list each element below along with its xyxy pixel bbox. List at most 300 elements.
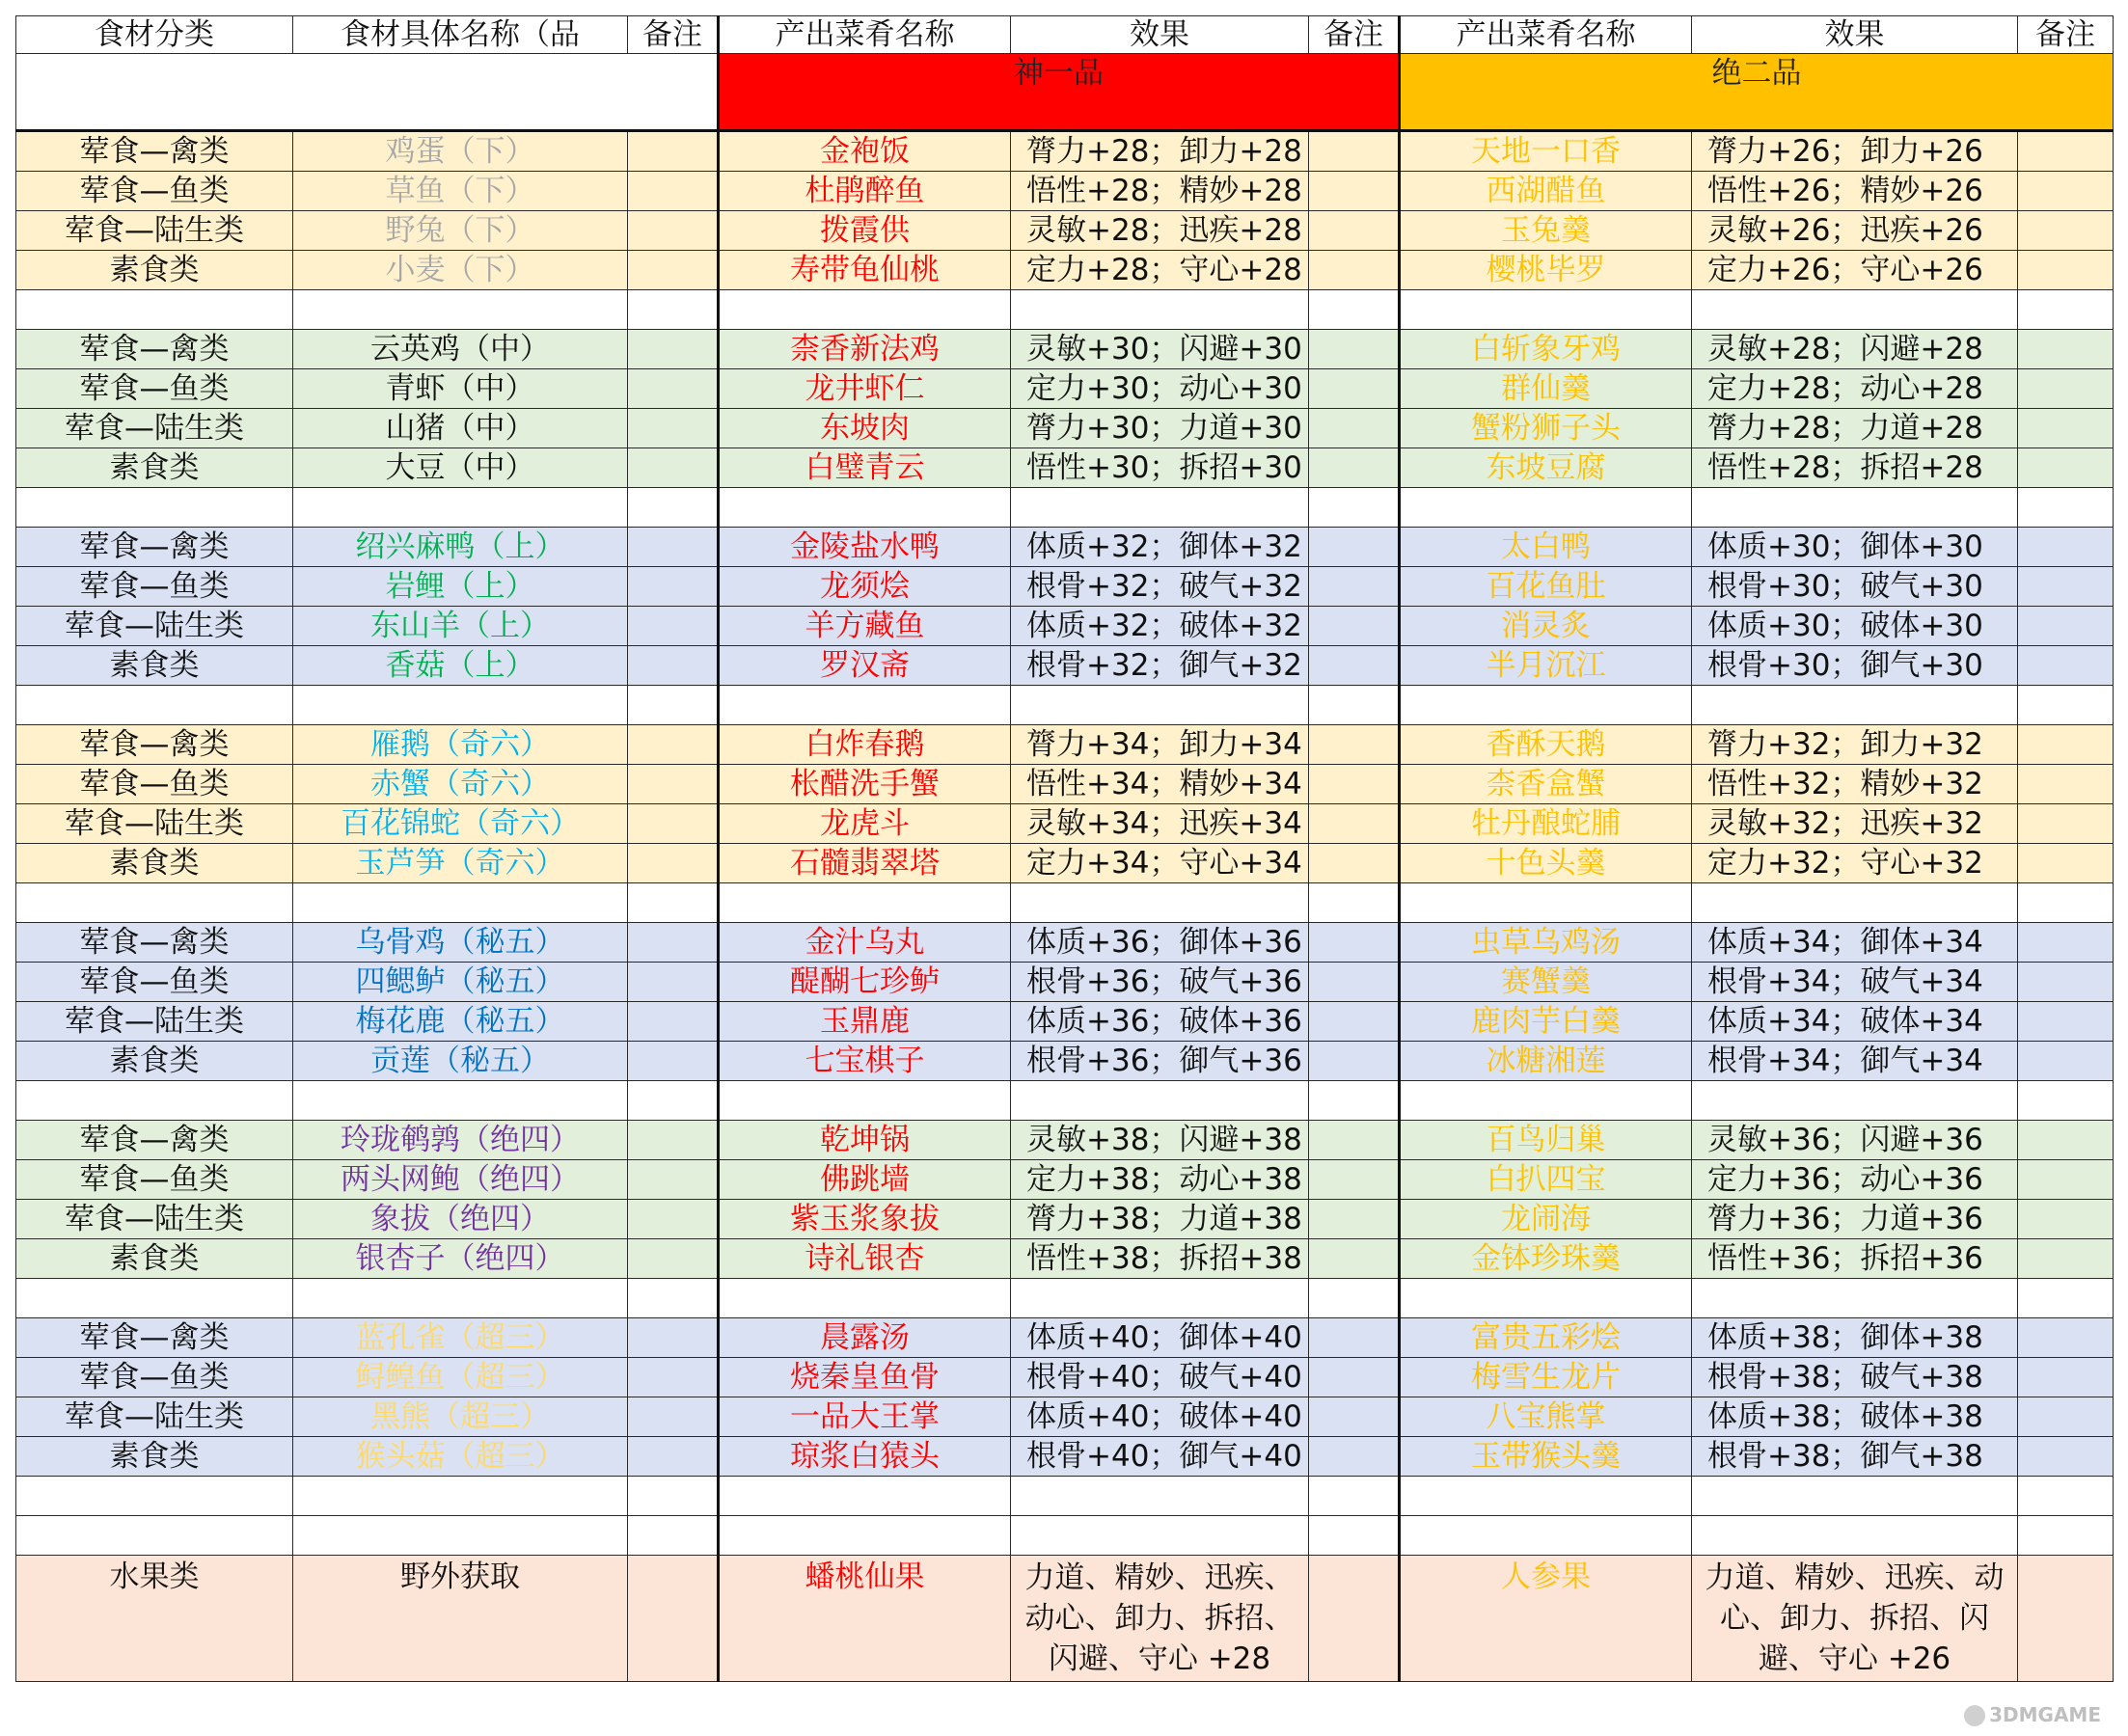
spacer-cell [293, 1477, 628, 1516]
effect-a-cell: 灵敏+34；迅疾+34 [1011, 804, 1309, 844]
effect-b-cell: 膂力+28；力道+28 [1692, 409, 2018, 448]
effect-a-cell: 根骨+32；御气+32 [1011, 646, 1309, 686]
fruit-row [16, 1556, 2114, 1682]
note-cell [628, 251, 719, 290]
ingredient-cell: 草鱼（下） [293, 172, 628, 211]
effect-b-cell: 膂力+36；力道+36 [1692, 1200, 2018, 1239]
note-b-cell [2018, 131, 2114, 172]
dish-a-cell: 佛跳墙 [719, 1160, 1011, 1200]
note-a-cell [1309, 1358, 1400, 1397]
table-row [16, 765, 2114, 804]
note-cell [628, 725, 719, 765]
category-cell: 荤食—陆生类 [16, 409, 293, 448]
note-a-cell [1309, 251, 1400, 290]
effect-a-cell: 体质+36；破体+36 [1011, 1002, 1309, 1042]
effect-b-cell: 体质+34；破体+34 [1692, 1002, 2018, 1042]
ingredient-cell: 东山羊（上） [293, 607, 628, 646]
dish-a-cell: 金陵盐水鸭 [719, 528, 1011, 567]
dish-a-cell: 龙须烩 [719, 567, 1011, 607]
note-cell [628, 330, 719, 369]
dish-b-cell: 樱桃毕罗 [1400, 251, 1692, 290]
spacer-cell [293, 1279, 628, 1318]
note-a-cell [1309, 1121, 1400, 1160]
table-body [16, 16, 2114, 1682]
dish-a-cell: 东坡肉 [719, 409, 1011, 448]
note-cell [628, 1200, 719, 1239]
effect-b-cell: 定力+32；守心+32 [1692, 844, 2018, 883]
category-cell: 素食类 [16, 1042, 293, 1081]
spacer-cell [1692, 1081, 2018, 1121]
spacer-cell [1400, 1516, 1692, 1556]
effect-b-cell: 灵敏+28；闪避+28 [1692, 330, 2018, 369]
spacer-cell [1400, 1081, 1692, 1121]
spacer-cell [2018, 1081, 2114, 1121]
note-a-cell [1309, 330, 1400, 369]
spacer-cell [628, 1081, 719, 1121]
spacer-cell [719, 1516, 1011, 1556]
note-a-cell [1309, 1200, 1400, 1239]
effect-b-cell: 悟性+36；拆招+36 [1692, 1239, 2018, 1279]
note-cell [628, 1318, 719, 1358]
header-effect-a: 效果 [1011, 16, 1309, 54]
table-row [16, 567, 2114, 607]
table-row [16, 251, 2114, 290]
effect-b-cell: 体质+38；御体+38 [1692, 1318, 2018, 1358]
spacer-cell [1692, 883, 2018, 923]
spacer-cell [1309, 1477, 1400, 1516]
dish-b-cell: 香酥天鹅 [1400, 725, 1692, 765]
note-a-cell [1309, 211, 1400, 251]
effect-b-cell: 定力+26；守心+26 [1692, 251, 2018, 290]
category-cell: 荤食—鱼类 [16, 567, 293, 607]
note-a-cell [1309, 923, 1400, 963]
effect-a-cell: 膂力+28；卸力+28 [1011, 131, 1309, 172]
category-cell: 荤食—鱼类 [16, 172, 293, 211]
note-cell [628, 607, 719, 646]
tier-right-label: 绝二品 [1400, 54, 2114, 131]
category-cell: 荤食—陆生类 [16, 1397, 293, 1437]
spacer-cell [1309, 1516, 1400, 1556]
dish-b-cell: 八宝熊掌 [1400, 1397, 1692, 1437]
spacer-cell [16, 1516, 293, 1556]
note-b-cell [2018, 725, 2114, 765]
dish-b-cell: 梅雪生龙片 [1400, 1358, 1692, 1397]
ingredient-cell: 银杏子（绝四） [293, 1239, 628, 1279]
spacer-row [16, 290, 2114, 330]
effect-b-cell: 体质+34；御体+34 [1692, 923, 2018, 963]
dish-a-cell: 七宝棋子 [719, 1042, 1011, 1081]
effect-b-cell: 根骨+34；御气+34 [1692, 1042, 2018, 1081]
dish-a-cell: 金袍饭 [719, 131, 1011, 172]
spacer-cell [719, 1477, 1011, 1516]
effect-b-cell: 体质+30；御体+30 [1692, 528, 2018, 567]
spacer-cell [16, 686, 293, 725]
note-a-cell [1309, 1397, 1400, 1437]
spacer-cell [1309, 488, 1400, 528]
fruit-note-b-cell [2018, 1556, 2114, 1682]
category-cell: 荤食—鱼类 [16, 765, 293, 804]
note-b-cell [2018, 804, 2114, 844]
table-row [16, 1397, 2114, 1437]
effect-a-cell: 灵敏+30；闪避+30 [1011, 330, 1309, 369]
effect-a-cell: 体质+40；御体+40 [1011, 1318, 1309, 1358]
spacer-cell [1011, 1516, 1309, 1556]
effect-a-cell: 定力+28；守心+28 [1011, 251, 1309, 290]
dish-a-cell: 琼浆白猿头 [719, 1437, 1011, 1477]
table-row [16, 804, 2114, 844]
spacer-cell [16, 488, 293, 528]
effect-a-cell: 定力+34；守心+34 [1011, 844, 1309, 883]
note-a-cell [1309, 844, 1400, 883]
header-ingredient: 食材具体名称（品 [293, 16, 628, 54]
dish-b-cell: 金钵珍珠羹 [1400, 1239, 1692, 1279]
fruit-dish-a-cell: 蟠桃仙果 [719, 1556, 1011, 1682]
dish-a-cell: 柰香新法鸡 [719, 330, 1011, 369]
dish-b-cell: 半月沉江 [1400, 646, 1692, 686]
category-cell: 素食类 [16, 1239, 293, 1279]
table-row [16, 1002, 2114, 1042]
category-cell: 素食类 [16, 646, 293, 686]
category-cell: 荤食—陆生类 [16, 211, 293, 251]
category-cell: 荤食—禽类 [16, 1121, 293, 1160]
note-cell [628, 923, 719, 963]
dish-a-cell: 龙井虾仁 [719, 369, 1011, 409]
spacer-cell [293, 883, 628, 923]
effect-a-cell: 根骨+32；破气+32 [1011, 567, 1309, 607]
table-row [16, 528, 2114, 567]
header-dish-b: 产出菜肴名称 [1400, 16, 1692, 54]
category-cell: 荤食—鱼类 [16, 1160, 293, 1200]
effect-a-cell: 悟性+38；拆招+38 [1011, 1239, 1309, 1279]
category-cell: 素食类 [16, 1437, 293, 1477]
dish-b-cell: 牡丹酿蛇脯 [1400, 804, 1692, 844]
effect-b-cell: 根骨+38；破气+38 [1692, 1358, 2018, 1397]
effect-b-cell: 根骨+30；破气+30 [1692, 567, 2018, 607]
spacer-cell [2018, 1477, 2114, 1516]
table-row [16, 131, 2114, 172]
effect-b-cell: 体质+38；破体+38 [1692, 1397, 2018, 1437]
ingredient-cell: 绍兴麻鸭（上） [293, 528, 628, 567]
spacer-cell [1692, 1279, 2018, 1318]
dish-b-cell: 太白鸭 [1400, 528, 1692, 567]
effect-b-cell: 悟性+28；拆招+28 [1692, 448, 2018, 488]
table-row [16, 172, 2114, 211]
spacer-cell [628, 1516, 719, 1556]
note-a-cell [1309, 1239, 1400, 1279]
effect-a-cell: 悟性+28；精妙+28 [1011, 172, 1309, 211]
effect-b-cell: 悟性+26；精妙+26 [1692, 172, 2018, 211]
header-effect-b: 效果 [1692, 16, 2018, 54]
dish-b-cell: 柰香盒蟹 [1400, 765, 1692, 804]
effect-b-cell: 根骨+38；御气+38 [1692, 1437, 2018, 1477]
note-b-cell [2018, 765, 2114, 804]
dish-b-cell: 冰糖湘莲 [1400, 1042, 1692, 1081]
ingredient-cell: 百花锦蛇（奇六） [293, 804, 628, 844]
note-cell [628, 1437, 719, 1477]
note-b-cell [2018, 330, 2114, 369]
dish-b-cell: 赛蟹羹 [1400, 963, 1692, 1002]
note-b-cell [2018, 1042, 2114, 1081]
note-a-cell [1309, 1437, 1400, 1477]
effect-b-cell: 灵敏+36；闪避+36 [1692, 1121, 2018, 1160]
ingredient-cell: 蓝孔雀（超三） [293, 1318, 628, 1358]
note-cell [628, 963, 719, 1002]
note-cell [628, 172, 719, 211]
spacer-cell [628, 1477, 719, 1516]
spacer-cell [1400, 1279, 1692, 1318]
effect-a-cell: 灵敏+28；迅疾+28 [1011, 211, 1309, 251]
spacer-cell [1400, 883, 1692, 923]
note-cell [628, 1002, 719, 1042]
note-b-cell [2018, 1121, 2114, 1160]
spacer-cell [719, 488, 1011, 528]
note-cell [628, 804, 719, 844]
dish-a-cell: 羊方藏鱼 [719, 607, 1011, 646]
category-cell: 荤食—陆生类 [16, 607, 293, 646]
dish-a-cell: 乾坤锅 [719, 1121, 1011, 1160]
spacer-row [16, 1279, 2114, 1318]
ingredient-cell: 雁鹅（奇六） [293, 725, 628, 765]
note-a-cell [1309, 567, 1400, 607]
category-cell: 荤食—鱼类 [16, 1358, 293, 1397]
note-cell [628, 528, 719, 567]
table-row [16, 330, 2114, 369]
note-cell [628, 1121, 719, 1160]
note-cell [628, 1358, 719, 1397]
spacer-row [16, 1081, 2114, 1121]
note-a-cell [1309, 369, 1400, 409]
dish-b-cell: 消灵炙 [1400, 607, 1692, 646]
spacer-cell [1692, 488, 2018, 528]
spacer-cell [2018, 488, 2114, 528]
note-a-cell [1309, 172, 1400, 211]
table-row [16, 963, 2114, 1002]
header-note: 备注 [628, 16, 719, 54]
tier-blank [16, 54, 719, 131]
note-cell [628, 131, 719, 172]
dish-b-cell: 玉带猴头羹 [1400, 1437, 1692, 1477]
dish-b-cell: 十色头羹 [1400, 844, 1692, 883]
note-a-cell [1309, 1160, 1400, 1200]
watermark-text: 3DMGAME [1989, 1702, 2101, 1726]
spacer-cell [16, 290, 293, 330]
dish-b-cell: 天地一口香 [1400, 131, 1692, 172]
category-cell: 荤食—鱼类 [16, 963, 293, 1002]
note-cell [628, 765, 719, 804]
note-a-cell [1309, 765, 1400, 804]
effect-a-cell: 根骨+36；破气+36 [1011, 963, 1309, 1002]
spacer-cell [16, 883, 293, 923]
ingredient-cell: 大豆（中） [293, 448, 628, 488]
fruit-source-cell: 野外获取 [293, 1556, 628, 1682]
note-cell [628, 1160, 719, 1200]
spacer-cell [2018, 883, 2114, 923]
header-note-a: 备注 [1309, 16, 1400, 54]
category-cell: 荤食—禽类 [16, 1318, 293, 1358]
effect-a-cell: 膂力+38；力道+38 [1011, 1200, 1309, 1239]
ingredient-cell: 贡莲（秘五） [293, 1042, 628, 1081]
table-row [16, 1358, 2114, 1397]
note-cell [628, 211, 719, 251]
fruit-note-a-cell [1309, 1556, 1400, 1682]
category-cell: 荤食—禽类 [16, 131, 293, 172]
spacer-cell [628, 883, 719, 923]
ingredient-cell: 小麦（下） [293, 251, 628, 290]
dish-a-cell: 诗礼银杏 [719, 1239, 1011, 1279]
spacer-cell [1400, 290, 1692, 330]
dish-b-cell: 玉兔羹 [1400, 211, 1692, 251]
spacer-cell [1692, 290, 2018, 330]
table-row [16, 1437, 2114, 1477]
dish-b-cell: 百花鱼肚 [1400, 567, 1692, 607]
note-b-cell [2018, 369, 2114, 409]
spacer-cell [1011, 1279, 1309, 1318]
ingredient-cell: 两头网鲍（绝四） [293, 1160, 628, 1200]
spacer-cell [1692, 1516, 2018, 1556]
spacer-cell [1400, 488, 1692, 528]
effect-a-cell: 根骨+40；御气+40 [1011, 1437, 1309, 1477]
dish-b-cell: 西湖醋鱼 [1400, 172, 1692, 211]
note-a-cell [1309, 1042, 1400, 1081]
fruit-category-cell: 水果类 [16, 1556, 293, 1682]
dish-b-cell: 白扒四宝 [1400, 1160, 1692, 1200]
table-row [16, 725, 2114, 765]
spacer-cell [719, 290, 1011, 330]
table-row [16, 448, 2114, 488]
spacer-row [16, 1516, 2114, 1556]
note-cell [628, 409, 719, 448]
note-b-cell [2018, 607, 2114, 646]
note-a-cell [1309, 725, 1400, 765]
spacer-cell [16, 1081, 293, 1121]
dish-a-cell: 烧秦皇鱼骨 [719, 1358, 1011, 1397]
spacer-cell [1309, 686, 1400, 725]
effect-a-cell: 悟性+30；拆招+30 [1011, 448, 1309, 488]
spacer-cell [1692, 686, 2018, 725]
dish-b-cell: 龙闹海 [1400, 1200, 1692, 1239]
note-a-cell [1309, 1002, 1400, 1042]
category-cell: 荤食—陆生类 [16, 1200, 293, 1239]
note-a-cell [1309, 528, 1400, 567]
note-b-cell [2018, 844, 2114, 883]
spacer-cell [1011, 686, 1309, 725]
effect-a-cell: 膂力+30；力道+30 [1011, 409, 1309, 448]
effect-a-cell: 体质+32；御体+32 [1011, 528, 1309, 567]
effect-b-cell: 根骨+34；破气+34 [1692, 963, 2018, 1002]
spacer-cell [628, 290, 719, 330]
note-b-cell [2018, 1002, 2114, 1042]
spacer-row [16, 883, 2114, 923]
category-cell: 素食类 [16, 448, 293, 488]
dish-a-cell: 紫玉浆象拔 [719, 1200, 1011, 1239]
category-cell: 荤食—陆生类 [16, 1002, 293, 1042]
fruit-dish-b-cell: 人参果 [1400, 1556, 1692, 1682]
effect-a-cell: 体质+40；破体+40 [1011, 1397, 1309, 1437]
ingredient-cell: 猴头菇（超三） [293, 1437, 628, 1477]
dish-a-cell: 金汁乌丸 [719, 923, 1011, 963]
dish-a-cell: 拨霞供 [719, 211, 1011, 251]
dish-a-cell: 龙虎斗 [719, 804, 1011, 844]
dish-a-cell: 一品大王掌 [719, 1397, 1011, 1437]
dish-b-cell: 富贵五彩烩 [1400, 1318, 1692, 1358]
dish-a-cell: 枨醋洗手蟹 [719, 765, 1011, 804]
ingredient-cell: 梅花鹿（秘五） [293, 1002, 628, 1042]
spacer-cell [1309, 883, 1400, 923]
spacer-cell [293, 1516, 628, 1556]
effect-b-cell: 膂力+26；卸力+26 [1692, 131, 2018, 172]
ingredient-cell: 鸡蛋（下） [293, 131, 628, 172]
watermark-logo-icon [1964, 1705, 1985, 1726]
dish-a-cell: 罗汉斋 [719, 646, 1011, 686]
note-a-cell [1309, 131, 1400, 172]
note-b-cell [2018, 646, 2114, 686]
note-cell [628, 369, 719, 409]
note-cell [628, 448, 719, 488]
dish-a-cell: 醍醐七珍鲈 [719, 963, 1011, 1002]
table-row [16, 607, 2114, 646]
table-row [16, 211, 2114, 251]
food-table [15, 15, 2114, 1682]
note-b-cell [2018, 211, 2114, 251]
note-b-cell [2018, 923, 2114, 963]
note-cell [628, 1042, 719, 1081]
note-b-cell [2018, 1200, 2114, 1239]
spacer-cell [1011, 488, 1309, 528]
spacer-cell [16, 1279, 293, 1318]
dish-a-cell: 晨露汤 [719, 1318, 1011, 1358]
spacer-cell [719, 1279, 1011, 1318]
table-row [16, 1160, 2114, 1200]
spacer-cell [1309, 290, 1400, 330]
table-row [16, 369, 2114, 409]
effect-a-cell: 根骨+40；破气+40 [1011, 1358, 1309, 1397]
header-note-b: 备注 [2018, 16, 2114, 54]
ingredient-cell: 黑熊（超三） [293, 1397, 628, 1437]
category-cell: 荤食—禽类 [16, 923, 293, 963]
effect-b-cell: 灵敏+32；迅疾+32 [1692, 804, 2018, 844]
category-cell: 荤食—禽类 [16, 528, 293, 567]
ingredient-cell: 乌骨鸡（秘五） [293, 923, 628, 963]
spacer-cell [1011, 1477, 1309, 1516]
note-b-cell [2018, 1437, 2114, 1477]
ingredient-cell: 象拔（绝四） [293, 1200, 628, 1239]
effect-a-cell: 根骨+36；御气+36 [1011, 1042, 1309, 1081]
dish-b-cell: 东坡豆腐 [1400, 448, 1692, 488]
ingredient-cell: 鲟鳇鱼（超三） [293, 1358, 628, 1397]
note-a-cell [1309, 804, 1400, 844]
note-a-cell [1309, 646, 1400, 686]
dish-b-cell: 群仙羹 [1400, 369, 1692, 409]
note-b-cell [2018, 567, 2114, 607]
spacer-cell [2018, 290, 2114, 330]
fruit-effect-a-cell: 力道、精妙、迅疾、动心、卸力、拆招、闪避、守心 +28 [1011, 1556, 1309, 1682]
table-row [16, 1042, 2114, 1081]
category-cell: 素食类 [16, 251, 293, 290]
spacer-cell [719, 883, 1011, 923]
header-row [16, 16, 2114, 54]
spacer-cell [628, 488, 719, 528]
note-b-cell [2018, 1160, 2114, 1200]
category-cell: 荤食—鱼类 [16, 369, 293, 409]
category-cell: 荤食—陆生类 [16, 804, 293, 844]
dish-b-cell: 鹿肉芋白羹 [1400, 1002, 1692, 1042]
ingredient-cell: 赤蟹（奇六） [293, 765, 628, 804]
effect-b-cell: 根骨+30；御气+30 [1692, 646, 2018, 686]
category-cell: 荤食—禽类 [16, 725, 293, 765]
effect-a-cell: 定力+30；动心+30 [1011, 369, 1309, 409]
effect-a-cell: 体质+32；破体+32 [1011, 607, 1309, 646]
ingredient-cell: 青虾（中） [293, 369, 628, 409]
